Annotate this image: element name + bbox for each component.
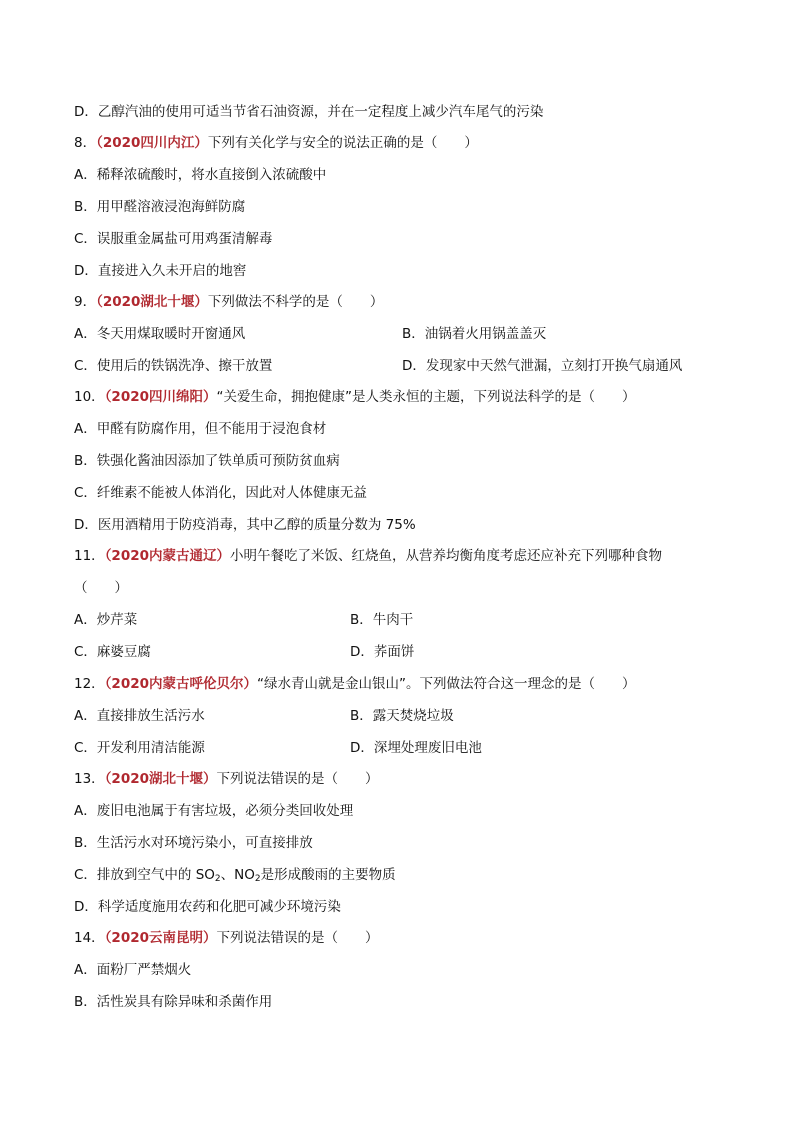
question-stem: 下列说法错误的是（ ） bbox=[216, 930, 379, 946]
option-line: B．牛肉干 bbox=[350, 612, 414, 628]
option-line: D．深埋处理废旧电池 bbox=[350, 740, 482, 756]
option-line: B．生活污水对环境污染小，可直接排放 bbox=[74, 835, 313, 851]
option-line: B．露天焚烧垃圾 bbox=[350, 708, 454, 724]
option-line: A．直接排放生活污水 bbox=[74, 708, 205, 724]
option-line: A．甲醛有防腐作用，但不能用于浸泡食材 bbox=[74, 421, 327, 437]
option-line: C．纤维素不能被人体消化，因此对人体健康无益 bbox=[74, 485, 367, 501]
question-source: （2020四川绵阳） bbox=[104, 389, 217, 405]
question-number: 12． bbox=[74, 676, 105, 692]
question-source: （2020湖北十堰） bbox=[96, 294, 208, 310]
question-source: （2020内蒙古呼伦贝尔） bbox=[104, 676, 258, 692]
question-stem: “绿水青山就是金山银山”。下列做法符合这一理念的是（ ） bbox=[257, 676, 636, 692]
option-line: D．荞面饼 bbox=[350, 644, 415, 660]
question-9 bbox=[74, 293, 383, 311]
question-source: （2020内蒙古通辽） bbox=[104, 548, 231, 564]
option-line: C．使用后的铁锅洗净、擦干放置 bbox=[74, 358, 273, 374]
option-line: A．炒芹菜 bbox=[74, 612, 138, 628]
option-line: D．医用酒精用于防疫消毒，其中乙醇的质量分数为 75% bbox=[74, 517, 416, 533]
question-number: 9． bbox=[74, 294, 97, 310]
option-line: C．误服重金属盐可用鸡蛋清解毒 bbox=[74, 231, 273, 247]
question-stem: 小明午餐吃了米饭、红烧鱼，从营养均衡角度考虑还应补充下列哪种食物 bbox=[230, 548, 663, 564]
question-number: 14． bbox=[74, 930, 105, 946]
option-line: D．科学适度施用农药和化肥可减少环境污染 bbox=[74, 899, 341, 915]
question-8 bbox=[74, 134, 478, 152]
option-line: C．麻婆豆腐 bbox=[74, 644, 151, 660]
option-line: C．排放到空气中的 $SO_2$、$NO_2$是形成酸雨的主要物质 bbox=[74, 867, 396, 884]
option-line: A．稀释浓硫酸时，将水直接倒入浓硫酸中 bbox=[74, 167, 327, 183]
option-line: C．开发利用清洁能源 bbox=[74, 740, 205, 756]
question-12 bbox=[74, 675, 636, 693]
option-line: D．直接进入久未开启的地窖 bbox=[74, 263, 247, 279]
question-number: 8． bbox=[74, 135, 97, 151]
option-line: A．面粉厂严禁烟火 bbox=[74, 962, 192, 978]
question-stem: “关爱生命，拥抱健康”是人类永恒的主题，下列说法科学的是（ ） bbox=[216, 389, 636, 405]
option-line: B．用甲醛溶液浸泡海鲜防腐 bbox=[74, 199, 246, 215]
option-line: A．冬天用煤取暖时开窗通风 bbox=[74, 326, 246, 342]
question-number: 13． bbox=[74, 771, 105, 787]
question-number: 11． bbox=[74, 548, 105, 564]
question-source: （2020湖北十堰） bbox=[104, 771, 217, 787]
question-stem: 下列有关化学与安全的说法正确的是（ ） bbox=[207, 135, 478, 151]
option-line: D．发现家中天然气泄漏，立刻打开换气扇通风 bbox=[402, 358, 683, 374]
option-line: B．活性炭具有除异味和杀菌作用 bbox=[74, 994, 273, 1010]
question-10 bbox=[74, 388, 636, 406]
question-source: （2020云南昆明） bbox=[104, 930, 217, 946]
question-stem: 下列做法不科学的是（ ） bbox=[207, 294, 384, 310]
option-line: B．铁强化酱油因添加了铁单质可预防贫血病 bbox=[74, 453, 340, 469]
option-line: A．废旧电池属于有害垃圾，必须分类回收处理 bbox=[74, 803, 354, 819]
question-source: （2020四川内江） bbox=[96, 135, 208, 151]
question-14 bbox=[74, 929, 379, 947]
question-13 bbox=[74, 770, 379, 788]
question-number: 10． bbox=[74, 389, 105, 405]
option-line: D．乙醇汽油的使用可适当节省石油资源，并在一定程度上减少汽车尾气的污染 bbox=[74, 104, 544, 120]
option-line: B．油锅着火用锅盖盖灭 bbox=[402, 326, 547, 342]
answer-blank: （ ） bbox=[74, 580, 128, 596]
question-stem: 下列说法错误的是（ ） bbox=[216, 771, 379, 787]
question-11 bbox=[74, 547, 662, 565]
